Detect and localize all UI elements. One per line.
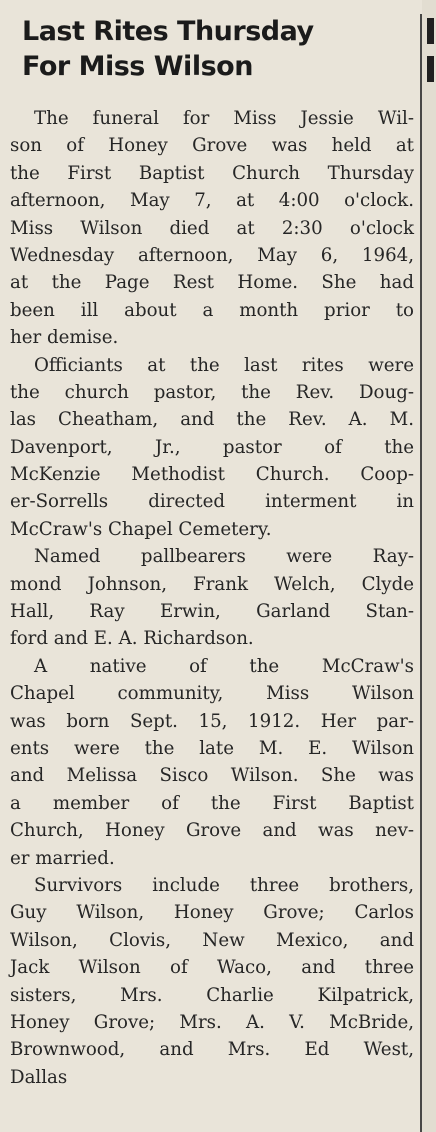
- article-line: Jack Wilson of Waco, and three: [10, 957, 414, 979]
- adjacent-headline-fragment: [427, 18, 434, 44]
- article-line: McCraw's Chapel Cemetery.: [10, 518, 272, 540]
- headline-line-1: Last Rites Thursday: [22, 16, 314, 47]
- article-line: afternoon, May 7, at 4:00 o'clock.: [10, 190, 414, 212]
- article-line: ents were the late M. E. Wilson: [10, 737, 414, 759]
- article-line: A native of the McCraw's: [34, 655, 414, 677]
- article-line: Hall, Ray Erwin, Garland Stan-: [10, 601, 414, 623]
- article-headline: [22, 14, 402, 84]
- article-line: Named pallbearers were Ray-: [34, 546, 414, 568]
- article-line: Chapel community, Miss Wilson: [10, 683, 414, 705]
- adjacent-headline-fragment: [427, 56, 434, 82]
- headline-line-2: For Miss Wilson: [22, 51, 253, 82]
- article-line: sisters, Mrs. Charlie Kilpatrick,: [10, 984, 414, 1006]
- article-line: Wednesday afternoon, May 6, 1964,: [10, 244, 414, 266]
- article-line: a member of the First Baptist: [10, 792, 414, 814]
- article-line: Honey Grove; Mrs. A. V. McBride,: [10, 1011, 414, 1033]
- article-line: Guy Wilson, Honey Grove; Carlos: [10, 902, 414, 924]
- article-line: the First Baptist Church Thursday: [10, 162, 414, 184]
- article-line: Dallas: [10, 1066, 68, 1088]
- article-line: Church, Honey Grove and was nev-: [10, 820, 414, 842]
- article-line: ford and E. A. Richardson.: [10, 628, 254, 650]
- article-line: Brownwood, and Mrs. Ed West,: [10, 1039, 414, 1061]
- article-line: been ill about a month prior to: [10, 299, 414, 321]
- article-line: her demise.: [10, 327, 119, 349]
- article-line: the church pastor, the Rev. Doug-: [10, 381, 414, 403]
- article-body: [10, 105, 414, 1091]
- article-line: er-Sorrells directed interment in: [10, 491, 414, 513]
- article-line: Davenport, Jr., pastor of the: [10, 436, 414, 458]
- article-line: mond Johnson, Frank Welch, Clyde: [10, 573, 414, 595]
- article-line: er married.: [10, 847, 115, 869]
- article-line: and Melissa Sisco Wilson. She was: [10, 765, 414, 787]
- article-line: at the Page Rest Home. She had: [10, 272, 414, 294]
- article-line: Survivors include three brothers,: [34, 874, 414, 896]
- column-rule: [420, 14, 422, 1132]
- article-line: son of Honey Grove was held at: [10, 135, 414, 157]
- article-line: McKenzie Methodist Church. Coop-: [10, 464, 414, 486]
- article-line: Wilson, Clovis, New Mexico, and: [10, 929, 414, 951]
- adjacent-column-edge: [422, 0, 436, 1132]
- article-line: Miss Wilson died at 2:30 o'clock: [10, 217, 414, 239]
- article-line: Officiants at the last rites were: [34, 354, 414, 376]
- article-line: The funeral for Miss Jessie Wil-: [34, 108, 414, 129]
- article-line: was born Sept. 15, 1912. Her par-: [10, 710, 414, 732]
- article-line: las Cheatham, and the Rev. A. M.: [10, 409, 414, 431]
